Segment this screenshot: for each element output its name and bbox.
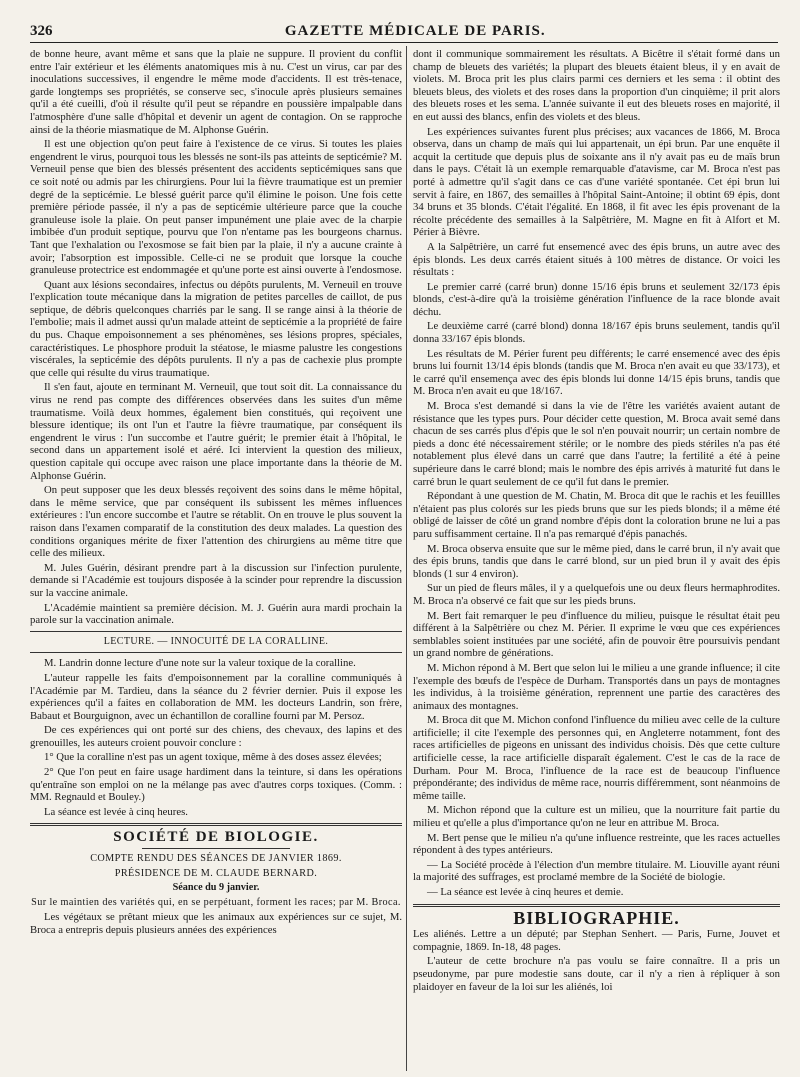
paragraph: 1° Que la coralline n'est pas un agent toxique, même à des doses assez élevées; [44, 751, 382, 764]
section-rule [30, 652, 402, 653]
short-rule [142, 848, 291, 849]
seance-date: Séance du 9 janvier. [172, 882, 260, 894]
paragraph: Il s'en faut, ajoute en terminant M. Verneuil, que tout soit dit. La connaissance du virus ne rend pas compte des différences observées dans les suites d'un même traumatisme. Voilà deux hommes, également bien constitués, qui reçoivent une blessure identique; ils ont l'un et l'autre la fièvre traumatique, par conséquent ils engendrent le virus : l'un succombe et l'autre guérit; le premier était à l'hôpital, le second dans un appartement isolé et aéré. Ici intervient la question des milieux, question capitale qui occupe avec raison une place importante dans la théorie de M. Alphonse Guérin. [30, 381, 402, 482]
section-double-rule [413, 904, 780, 907]
paragraph: Le deuxième carré (carré blond) donna 18/167 épis bruns seulement, tandis qu'il donna 33/167 épis blonds. [413, 320, 780, 346]
left-column [30, 48, 402, 1070]
paragraph: Il est une objection qu'on peut faire à l'existence de ce virus. Si toutes les plaies engendrent le virus, pourquoi tous les blessés ne sont-ils pas atteints de septicémie? M. Verneuil pense que bien des blessés présentent des accidents septicémiques sans que ce soit noté ou admis par les chirurgiens. Pour lui la fièvre traumatique est un premier degré de la septicémie. Le blessé guérit parce qu'il élimine le poison. Une fois cette première période passée, il n'y a pas de septicémie ultérieure parce que la couche granuleuse isole la plaie. On peut panser impunément une plaie avec de la charpie imbibée d'un produit septique, pourvu que l'on n'entame pas les bourgeons charnus. Tant que l'exhalation ou l'exosmose se fait bien par la plaie, il n'y a aucune crainte à avoir; l'absorption est impossible. Celle-ci ne se produit que lorsque la couche granuleuse protectrice est endommagée et qu'une porte est ainsi ouverte à l'endosmose. [30, 138, 402, 277]
paragraph: M. Bert pense que le milieu n'a qu'une influence restreinte, que les races actuelles répondent à des types antérieurs. [413, 831, 780, 857]
paragraph: L'auteur de cette brochure n'a pas voulu se faire connaître. Il a pris un pseudonyme, par pure modestie sans doute, car il n'y a rien à répliquer à son plaidoyer en faveur de la loi sur les aliénés, loi [413, 955, 780, 993]
paragraph: M. Jules Guérin, désirant prendre part à la discussion sur l'infection purulente, demande si l'Académie est toujours disposée à la scinder pour reprendre la discussion sur la vaccine animale. [30, 561, 402, 599]
paragraph: M. Landrin donne lecture d'une note sur la valeur toxique de la coralline. [44, 657, 356, 670]
running-header [30, 20, 778, 43]
paragraph: M. Michon répond à M. Bert que selon lui le milieu a une grande influence; il cite l'exemple des bœufs de l'espèce de Durham. Transportés dans un pays de montagnes les individus, à la troisième génération, reprennent une partie des caractères des animaux des montagnes. [413, 661, 780, 712]
paragraph: Les expériences suivantes furent plus précises; aux vacances de 1866, M. Broca observa, dans un champ de maïs qui lui appartenait, un épi brun. Par une enquête il acquit la certitude que depuis plus de soixante ans il n'y avait pas eu de maïs brun dans le pays. C'était là un exemple remarquable d'atavisme, car M. Broca n'est pas porté à admettre qu'il s'agit dans ce cas d'une variété spontanée. Cet épi brun lui servit à faire, en 1867, des semailles à l'hôpital Saint-Antoine; il obtint 69 épis, dont 34 bruns et 35 blonds. C'était l'égalité. En 1868, il fit avec les épis provenant de la récolte précédente des semailles à la Salpêtrière, M. Magne en fit à Alfort et M. Périer à Bièvre. [413, 125, 780, 239]
paragraph: M. Broca dit que M. Michon confond l'influence du milieu avec celle de la culture artificielle; il cite l'exemple des personnes qui, en Angleterre notamment, font des races artificielles de pigeons en unissant des individus choisis. Dès que cette culture artificielle cesse, la race artificielle disparaît également. C'est le cas de la race de Durham. Pour M. Broca, l'influence de la race est de beaucoup l'influence prépondérante; des individus de même race, nourris différemment, sont néanmoins de même taille. [413, 714, 780, 802]
presidence-heading: PRÉSIDENCE DE M. CLAUDE BERNARD. [114, 867, 318, 879]
paragraph: La séance est levée à cinq heures. [44, 805, 188, 818]
paragraph: Quant aux lésions secondaires, infectus ou dépôts purulents, M. Verneuil en trouve l'explication toute mécanique dans la migration de petites parcelles de caillot, de pus septique, de débris quelconques charriés par le sang. Il se range ainsi à la théorie de l'embolie; mais il admet aussi qu'un malade atteint de septicémie a la propriété de faire du pus. Chaque empoisonnement a ses phénomènes, ses lésions propres, spéciales, caractéristiques. Le phosphore produit la stéatose, le miasme palustre les congestions viscérales, la septicémie des dépôts purulents. Il n'y a pas de cachexie plus prompte que celle qui résulte du virus traumatique. [30, 278, 402, 379]
bibliography-title: BIBLIOGRAPHIE. [513, 907, 680, 928]
paragraph: A la Salpêtrière, un carré fut ensemencé avec des épis bruns, un autre avec des épis blonds. Les deux carrés étaient situés à 100 mètres de distance. Or voici les résultats : [413, 240, 780, 279]
paragraph: M. Broca observa ensuite que sur le même pied, dans le carré brun, il n'y avait que des épis bruns, tandis que dans le carré blond, sur un pied brun il y avait des épis blonds (1 sur 4 environ). [413, 542, 780, 580]
paragraph: dont il communique sommairement les résultats. A Bicêtre il s'était formé dans un champ de bleuets des variétés; la plupart des bleuets étaient bleus, il y en avait de violets. M. Broca prit les plus clairs parmi ces derniers et les sema : il obtint des bleuets bleus, des violets et des roses dans la proportion d'un cinquième; il prit alors des bleuets roses et les sema. L'année suivante il eut des bleuets roses en majorité, il en eut aussi des blancs, enfin des violets et des bleus. [413, 48, 780, 123]
page-number: 326 [30, 23, 53, 39]
paragraph: Le premier carré (carré brun) donne 15/16 épis bruns et seulement 32/173 épis blonds, c'est-à-dire qu'à la troisième génération l'influence de la race blonde avait déchu. [413, 280, 780, 318]
paragraph: Répondant à une question de M. Chatin, M. Broca dit que le rachis et les feuillles n'étaient pas plus colorés sur les pieds bruns que sur les pieds blonds; il a même été obligé de laisser de côté un grand nombre d'épis dont la coloration brune ne lui a pas paru suffisamment certaine. Il n'a pas remarqué d'épis panachés. [413, 490, 780, 540]
column-divider [406, 46, 407, 1071]
running-title: GAZETTE MÉDICALE DE PARIS. [284, 23, 546, 39]
paragraph: Sur un pied de fleurs mâles, il y a quelquefois une ou deux fleurs hermaphrodites. M. Broca n'a observé ce fait que sur les pieds bruns. [413, 582, 780, 607]
paragraph: de bonne heure, avant même et sans que la plaie ne suppure. Il provient du conflit entre l'air extérieur et les éléments anatomiques mis à nu. C'est un virus, car par des inoculations successives, il engendre le même mode d'accidents. Il est très-tenace, garde longtemps ses propriétés, se conserve sec, s'inocule après plusieurs semaines qu'il a été cueilli, d'où il résulte qu'il peut se répandre en poussière impalpable dans l'atmosphère d'une salle d'hôpital et devenir un agent de contagion. On se rapproche ainsi de la théorie miasmatique de M. Alphonse Guérin. [30, 48, 402, 136]
paragraph: De ces expériences qui ont porté sur des chiens, des chevaux, des lapins et des grenouilles, les auteurs croient pouvoir conclure : [30, 724, 402, 749]
paragraph: M. Broca s'est demandé si dans la vie de l'être les variétés avaient autant de résistance que les types purs. Pour décider cette question, M. Broca avait semé dans chacun de ses carrés plus d'épis que le sol n'en pouvait nourrir; un certain nombre de pieds a donc été nécessairement stérile; or le nombre des pieds stériles n'a pas été notablement plus élevé dans un carré que dans l'autre; la fertilité a été à peine supérieure dans le carré blond; mais le nombre des épis arrivés à maturité fut dans le carré brun le quart seulement de ce qu'il fut dans le premier. [413, 400, 780, 488]
bibliography-reference: Les aliénés. Lettre a un député; par Stephan Senhert. — Paris, Furne, Jouvet et compagnie, 1869. In-18, 48 pages. [413, 928, 780, 953]
right-column [413, 48, 780, 1070]
paragraph: M. Bert fait remarquer le peu d'influence du milieu, puisque le résultat était peu différent à la Salpêtrière ou chez M. Périer. Il exprime le vœu que ces expériences semblables soient instituées par une société, afin de pouvoir être poursuivis pendant un grand nombre de générations. [413, 609, 780, 660]
paragraph: Les végétaux se prêtant mieux que les animaux aux expériences sur ce sujet, M. Broca a entrepris depuis plusieurs années des expériences [30, 911, 402, 936]
lecture-heading: LECTURE. — INNOCUITÉ DE LA CORALLINE. [103, 635, 329, 647]
compte-rendu-heading: COMPTE RENDU DES SÉANCES DE JANVIER 1869. [90, 853, 342, 865]
society-title: SOCIÉTÉ DE BIOLOGIE. [113, 829, 319, 846]
paragraph: M. Michon répond que la culture est un milieu, que la nourriture fait partie du milieu et qu'elle a plus d'importance qu'on ne leur en attribue M. Broca. [413, 804, 780, 830]
paragraph: — La Société procède à l'élection d'un membre titulaire. M. Liouville ayant réuni la majorité des suffrages, est proclamé membre de la Société de biologie. [413, 858, 780, 884]
paragraph: On peut supposer que les deux blessés reçoivent des soins dans le même hôpital, dans le même service, que par conséquent ils subissent les mêmes influences extérieures : l'un encore succombe et l'autre se rétablit. On en trouve le plus souvent la raison dans l'examen comparatif de la constitution des deux malades. La question des conditions organiques mérite de fixer l'attention des chirurgiens au même titre que celle des milieux. [30, 484, 402, 560]
paragraph: Les résultats de M. Périer furent peu différents; le carré ensemencé avec des épis bruns lui fournit 13/14 épis blonds (tandis que M. Broca n'en avait eu que 33/173), et le carré qu'il ensemença avec des épis blonds lui donne 14/15 épis bruns, tandis que M. Broca n'en avait eu que 18/167. [413, 347, 780, 398]
section-double-rule [30, 823, 402, 826]
paragraph: L'Académie maintient sa première décision. M. J. Guérin aura mardi prochain la parole sur la vaccination animale. [30, 601, 402, 627]
paragraph: 2° Que l'on peut en faire usage hardiment dans la teinture, si dans les opérations qu'entraîne son emploi on ne la mélange pas avec d'autres corps toxiques. (Comm. : MM. Regnauld et Bouley.) [30, 766, 402, 804]
section-rule [30, 631, 402, 632]
paragraph: — La séance est levée à cinq heures et demie. [427, 886, 624, 898]
paragraph: L'auteur rappelle les faits d'empoisonnement par la coralline communiqués à l'Académie par M. Tardieu, dans la séance du 2 février dernier. Puis il expose les expériences qu'il a faites en collaboration de MM. les docteurs Landrin, son frère, Babaut et Bourguignon, avec un échantillon de coralline fourni par M. Persoz. [30, 671, 402, 722]
subject-heading: Sur le maintien des variétés qui, en se perpétuant, forment les races; par M. Broca. [31, 896, 401, 908]
